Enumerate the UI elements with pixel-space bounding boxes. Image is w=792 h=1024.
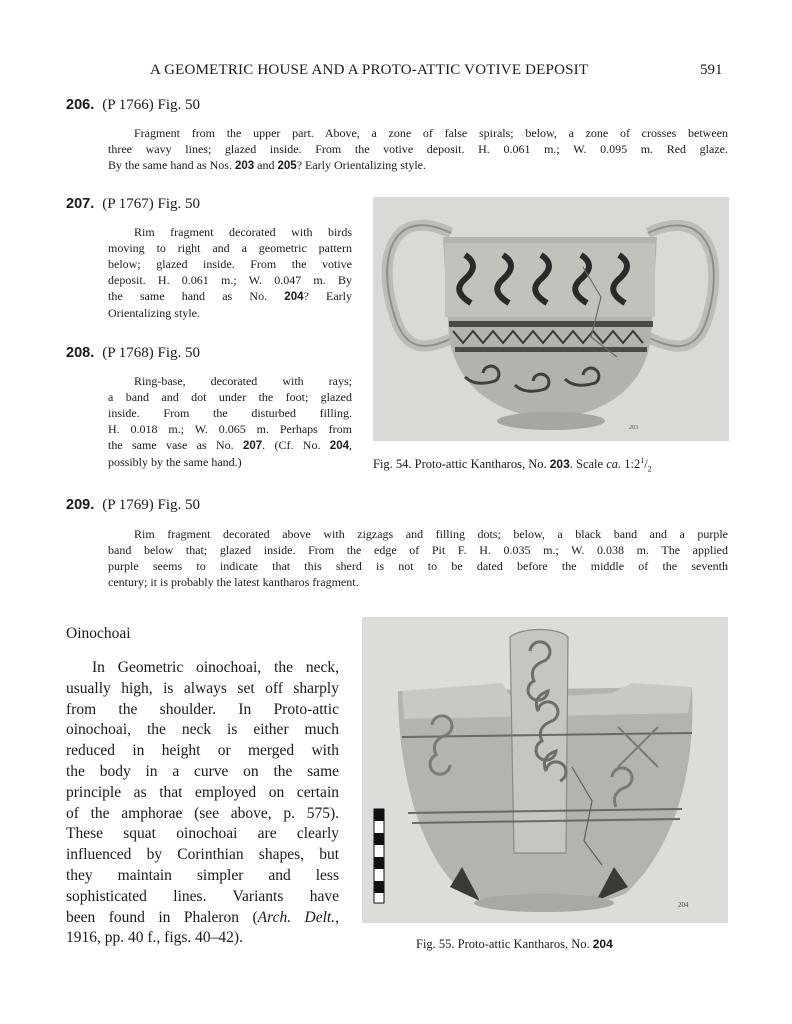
text-line: Rim fragment decorated with birds xyxy=(134,225,352,239)
text-line: Fragment from the upper part. Above, a zone of false spirals; below, a zone of crosses between xyxy=(134,126,728,140)
text-line: the body in a curve on the same xyxy=(66,762,339,780)
entry-reference: (P 1768) Fig. 50 xyxy=(102,345,201,361)
text-line: influenced by Corinthian shapes, but xyxy=(66,846,339,864)
entry-description xyxy=(108,125,728,174)
text-line: usually high, is always set off sharply xyxy=(66,679,339,697)
catalogue-number: 204 xyxy=(329,440,349,452)
text-line: principle as that employed on certain xyxy=(66,783,339,801)
text-line: from the shoulder. In Proto-attic xyxy=(66,700,339,718)
text-line: reduced in height or merged with xyxy=(66,742,339,760)
catalogue-number: 204 xyxy=(284,291,304,303)
section-heading: Oinochoai xyxy=(66,625,131,642)
text-line: a band and dot under the foot; glazed xyxy=(108,390,352,404)
running-title: A GEOMETRIC HOUSE AND A PROTO-ATTIC VOTIVE DEPOSIT xyxy=(150,62,589,78)
text-line: the same hand as No. 204? Early xyxy=(108,289,352,303)
catalogue-number: 203 xyxy=(549,457,570,472)
entry-heading xyxy=(66,345,200,362)
figure-55-caption: Fig. 55. Proto-attic Kantharos, No. 204 xyxy=(416,937,613,951)
text-line: the same vase as No. 207. (Cf. No. 204, xyxy=(108,438,352,452)
entry-reference: (P 1766) Fig. 50 xyxy=(102,97,201,113)
entry-number: 209. xyxy=(66,497,95,513)
text-line: been found in Phaleron (Arch. Delt., xyxy=(66,908,339,926)
entry-description xyxy=(108,373,352,470)
text-line: purple seems to indicate that this sherd is not to be dated before the middle of the seventh xyxy=(108,559,728,573)
figure-54-caption: Fig. 54. Proto-attic Kantharos, No. 203. Scale ca. $1:2^1/_2$ xyxy=(373,456,652,474)
figure-55-photograph xyxy=(362,617,728,923)
entry-number: 206. xyxy=(66,97,95,113)
text-line: In Geometric oinochoai, the neck, xyxy=(92,659,339,676)
entry-heading xyxy=(66,497,200,514)
text-line: sophisticated lines. Variants have xyxy=(66,887,339,905)
text-line: possibly by the same hand.) xyxy=(108,455,242,469)
catalogue-number: 205 xyxy=(277,160,297,172)
entry-description xyxy=(108,224,352,321)
entry-reference: (P 1769) Fig. 50 xyxy=(102,497,201,513)
figure-54-photograph xyxy=(373,197,729,441)
text-line: 1916, pp. 40 f., figs. 40–42). xyxy=(66,929,243,947)
text-line: Rim fragment decorated above with zigzags and filling dots; below, a black band and a purple xyxy=(134,527,728,541)
text-line: three wavy lines; glazed inside. From the votive deposit. H. 0.061 m.; W. 0.095 m. Red glaze. xyxy=(108,142,728,156)
entry-number: 208. xyxy=(66,345,95,361)
text-line: deposit. H. 0.061 m.; W. 0.047 m. By xyxy=(108,273,352,287)
photo-label: 203 xyxy=(629,425,638,431)
text-line: Orientalizing style. xyxy=(108,306,200,320)
entry-reference: (P 1767) Fig. 50 xyxy=(102,196,201,212)
citation: Arch. Delt. xyxy=(257,908,336,926)
entry-description xyxy=(108,526,728,590)
text-line: moving to right and a geometric pattern xyxy=(108,241,352,255)
kantharos-203-image xyxy=(373,197,729,441)
text-line: band below that; glazed inside. From the edge of Pit F. H. 0.035 m.; W. 0.038 m. The applied xyxy=(108,543,728,557)
catalogue-number: 203 xyxy=(234,160,255,172)
kantharos-204-image xyxy=(362,617,728,923)
text-line: oinochoai, the neck is either much xyxy=(66,721,339,739)
catalogue-number: 204 xyxy=(592,937,613,951)
page-number: 591 xyxy=(700,62,723,78)
text-line: H. 0.018 m.; W. 0.065 m. Perhaps from xyxy=(108,422,352,436)
text-line: inside. From the disturbed filling. xyxy=(108,406,352,420)
text-line: These squat oinochoai are clearly xyxy=(66,825,339,843)
text-line: By the same hand as Nos. 203 and 205? Early Orientalizing style. xyxy=(108,158,426,172)
catalogue-number: 207 xyxy=(242,440,263,452)
photo-label: 204 xyxy=(678,901,689,909)
entry-heading xyxy=(66,97,200,114)
text-line: they maintain simpler and less xyxy=(66,866,339,884)
text-line: Ring-base, decorated with rays; xyxy=(134,374,352,388)
text-line: below; glazed inside. From the votive xyxy=(108,257,352,271)
text-line: century; it is probably the latest kantharos fragment. xyxy=(108,575,359,589)
entry-number: 207. xyxy=(66,196,95,212)
oinochoai-paragraph xyxy=(66,658,339,949)
text-line: of the amphorae (see above, p. 575). xyxy=(66,804,339,822)
entry-heading xyxy=(66,196,200,213)
